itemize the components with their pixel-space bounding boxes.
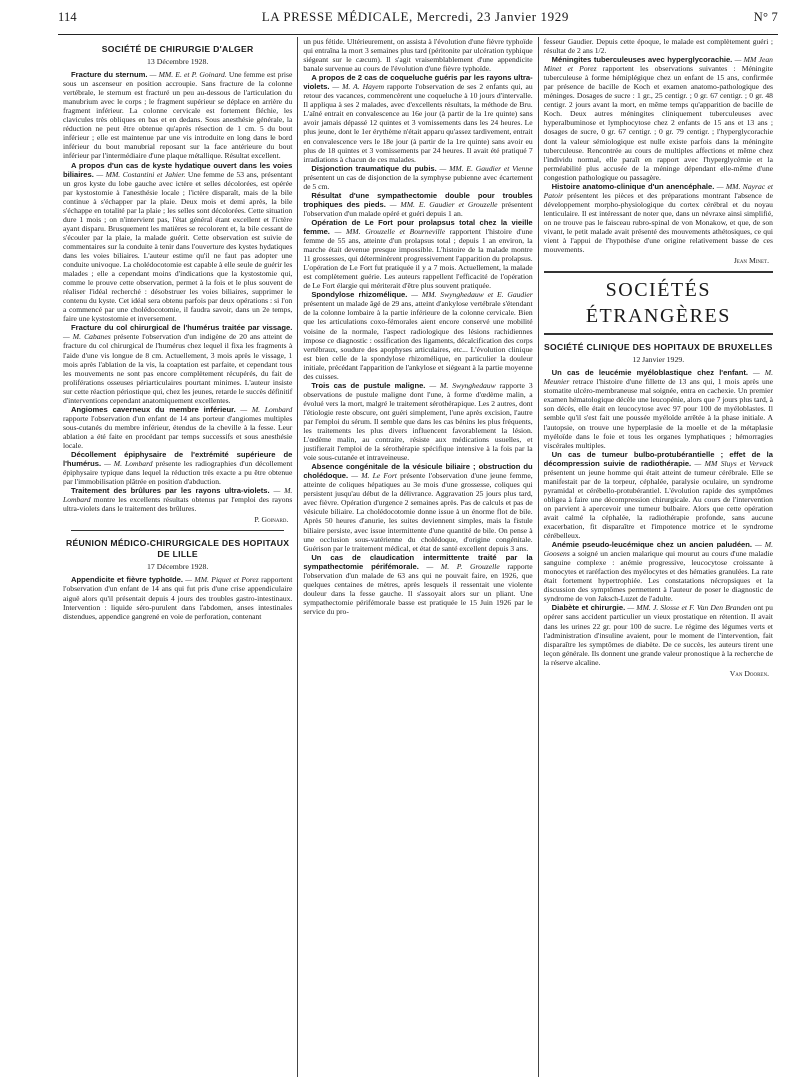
article-heading: Histoire anatomo-clinique d'un anencéphale. (551, 181, 715, 191)
article-body: rapportent l'observation d'un enfant de 14 ans qui fut pris d'une crise appendiculaire aiguë alors qu'il présentait depuis 4 jours des troubles gastro-intestinaux. Intervention : liquide séro-purulent dans l'abdomen, anses intestinales distendues, appendice gangrené en voie de perforation, contenant (63, 575, 293, 621)
article-authors: — M. Lombard (101, 459, 153, 469)
article-body: Une femme de 53 ans, présentant un gros kyste du lobe gauche avec ictère et selles décolorées, est opérée par kystostomie à l'anesthésie locale ; l'ictère disparaît, mais de la bile continue à s'échapper par la plaie. Deux mois et demi après, la bile s'échappe en totalité par la plaie ; les selles sont décolorées. Cette situation dure 1 mois ; on n'intervient pas, l'état général étant excellent et l'ictère ayant disparu. Brusquement les matières se recolorent et, la bile cessant de s'écouler par la plaie, la malade guérit. Cette observation est suivie de commentaires sur la conduite à tenir dans l'ouverture des kystes hydatiques dans les voies biliaires. L'auteur estime qu'il ne faut pas adopter une conduite univoque. La cholédocotomie est capable à elle seule de guérir les malades ; elle a cependant moins d'indications que la kystostomie qui, comme le prouve cette observation, permet à la fois et le plus souvent de réaliser l'idéal recherché : désobstruer les voies biliaires, supprimer le contenu du kyste. Cet idéal sera obtenu parfois par deux opérations : si l'on a commencé par une cholédocotomie, il faudra savoir, dans un 2e temps, faire une kystostomie et inversement. (63, 169, 293, 324)
article-body: présentent un jeune homme qui était atteint de tumeur cérébrale. Elle se manifestait par de la torpeur, céphalée, paralysie oculaire, un syndrome pyramidal et cérébello-protubérantiel. L'évolution rapide des symptômes obligea à faire une décompression chirurgicale. Au cours de l'intervention on parvient à apercevoir une tumeur bulbaire. Alors que cette opération avait calmé la céphalée, la radiothérapie profonde, sans aucune exacerbation, fit disparaître et l'impotence motrice et le syndrome cérébelleux. (543, 467, 773, 541)
article-authors: — MM. Swynghedauw et E. Gaudier (407, 290, 533, 300)
article-authors: — M. P. Grouzelle (418, 561, 500, 571)
article-body: retrace l'histoire d'une fillette de 13 ans qui, 1 mois après une stomatite ulcéro-membraneuse mal soignée, entra en cachexie. Un premier examen hématologique décèle une leucopénie, alors que 7 jours plus tard, à son décès, elle était en leucocytose avec 97 pour 100 de myéloblastes. Il semble qu'il s'est fait une poussée myéloïde arrêtée à la phase initiale. A l'autopsie, on trouve une hyperplasie de la moelle et de la métaplasie myéloïde dans le foie et tous les organes lymphatiques ; hémorragies viscérales multiples. (543, 377, 773, 450)
article-body: ont pu opérer sans accident particulier un vieux prostatique en rétention. Il avait dans les urines 22 gr. pour 100 de sucre. Le régime des légumes verts et l'administration d'insuline avaient, pour le moment de l'intervention, fait disparaître les symptômes de diabète. De ce succès, les auteurs tirent une leçon générale. Ils donnent une grande valeur pronostique à la recherche de la réserve alcaline. (543, 603, 773, 667)
article (303, 164, 532, 191)
article-authors: — M. A. Hayem (329, 82, 385, 92)
article (544, 368, 773, 449)
article-heading: Traitement des brûlures par les rayons ultra-violets. (71, 486, 270, 496)
column-2 (297, 37, 537, 1077)
article (63, 323, 292, 404)
article-body: rapportent l'histoire d'une femme de 55 ans, atteinte d'un prolapsus total ; depuis 1 an environ, la marche était devenue presque impossible. L'histoire de la malade montre 11 grossesses, qui déterminèrent progressivement l'apparition du prolapsus. L'opération de Le Fort fut pratiquée il y a 7 mois. Actuellement, la malade est complètement guérie. Les auteurs rappellent l'efficacité de l'opération de Le Fort élargie qui mériterait d'être plus souvent pratiquée. (303, 226, 533, 291)
article-heading: Fracture du sternum. (71, 70, 148, 80)
article (303, 191, 532, 218)
article-body: présentent l'observation d'un malade opéré et guéri depuis 1 an. (303, 199, 533, 218)
article-authors: — M. Cabanes (63, 332, 111, 342)
article-authors: — M. Goosens (543, 540, 773, 559)
signature-minet: Jean Minet. (733, 256, 769, 266)
article (63, 161, 292, 324)
article-heading: A propos de 2 cas de coqueluche guéris par les rayons ultra-violets. (303, 73, 533, 92)
article-body: présentent un malade âgé de 29 ans, atteint d'ankylose vertébrale s'étendant de la colonne lombaire à la partie inférieure de la colonne cervicale. Bien que les articulations coxo-fémorales aient encore conservé une mobilité voisine de la normale, l'aspect radiologique des lésions rachidiennes impose ce diagnostic : ossification des ligaments, décalcification des corps vertébraux, soudure des apophyses articulaires, etc... L'évolution clinique est bien celle de la spondylose rhizomélique, en particulier la douleur initiale, précédant l'apparition de l'ankylose et siégeant à la partie moyenne des cuisses. (303, 299, 533, 381)
article (303, 553, 532, 616)
section-date-lille: 17 Décembre 1928. (147, 562, 209, 572)
article-heading: Spondylose rhizomélique. (311, 290, 408, 300)
section-date-bruxelles: 12 Janvier 1929. (632, 355, 685, 365)
article (63, 575, 292, 620)
article-body: présente l'observation d'un indigène de 20 ans atteint de fracture du col chirurgical de l'humérus chez lequel il fixa les fragments à l'aide d'une vis longue de 8 cm. Actuellement, 3 mois après le vissage, 1 mois après l'ablation de la vis, la coaptation est parfaite, et cependant tous les mouvements ne sont pas encore complètement récupérés, du fait de proliférations osseuses périarticulaires pourtant minimes. L'auteur insiste sur cette réaction périostique qui, chez les jeunes, retarde le succès définitif d'interventions cependant anatomiquement excellentes. (63, 332, 293, 405)
article (544, 603, 773, 666)
article-authors: — MM. E. et P. Goinard. (147, 70, 227, 80)
article-heading: Anémie pseudo-leucémique chez un ancien paludéen. (551, 540, 753, 550)
article-heading: Trois cas de pustule maligne. (311, 380, 426, 390)
article-authors: — MM. J. Slosse et F. Van Den Branden (625, 603, 752, 613)
article-authors: — MM Jean Minet et Porez (543, 55, 773, 74)
article-heading: Appendicite et fièvre typhoïde. (71, 575, 183, 585)
article-continuation (303, 37, 532, 73)
article-authors: — M. Le Fort (348, 471, 397, 481)
article-authors: — MM. Grouzelle et Bourneville (329, 226, 446, 236)
article-body: rapportent les observations suivantes : Méningite tuberculeuse à forme hémiplégique chez un enfant de 15 ans, confirmée par présence de bacille de Koch et examen anatomo-pathologique des méninges. Dosages de sucre : 1 gr., 25 centigr. ; 0 gr. 67 centigr. ; 0 gr. 48 centigr. 2 jours avant la mort, en même temps qu'apparition de bacille de Koch. Deux autres méningites cliniquement tuberculeuses avec hyperalbuminose et lymphocytose chez 2 enfants de 15 ans et 13 ans ; dosages de sucre, 0 gr. 67 centigr. ; 0 gr. 79 centigr. ; l'hyperglycorachie dont la valeur sémiologique est nulle existe parfois dans la méningite tuberculeuse. Rencontrée au cours de multiples affections et même chez l'individu normal, elle paraît en rapport avec l'hyperglycémie et la perméabilité plus accusée de la méninge dépendant elle-même d'une congestion pathologique ou passagère. (543, 64, 773, 182)
article (544, 540, 773, 603)
article-body: a soigné un ancien malarique qui mourut au cours d'une maladie sanguine complexe : anémie progressive, leucocytose croissante à monocytes et raréfaction des myélocytes et des hématies granulées. La rate était fortement hypertrophiée. Les constatations nécropsiques et la discussion des symptômes permettent à l'auteur de poser le diagnostic de syndrome de von Jaksch-Luzet de l'adulte. (543, 549, 773, 604)
article-heading: Fracture du col chirurgical de l'humérus traitée par vissage. (71, 323, 293, 333)
article-authors: — M. Lombard (63, 486, 293, 505)
article-heading: Résultat d'une sympathectomie double pour troubles trophiques des pieds. (303, 190, 533, 209)
signature-goinard: P. Goinard. (254, 515, 289, 525)
article-authors: — MM. Nayrac et Patoir (543, 181, 773, 200)
article-authors: — M. Lombard (235, 404, 293, 414)
article-body: montre les excellents résultats obtenus par l'emploi des rayons ultra-violets dans le traitement des brûlures. (63, 495, 293, 514)
article-authors: — MM. Costantini et Jahier. (93, 169, 186, 179)
article-body: rapporte 3 observations de pustule maligne dont l'une, à forme d'œdème malin, a évolué vers la mort, malgré le traitement sérothérapique. Les 2 autres, dont l'étiologie reste obscure, ont guéri simplement, l'une après excision, l'autre par l'emploi du sérum. Il semble que dans les cas bénins les plus fréquents, les traitements les plus divers influencent favorablement la lésion. L'œdème malin, au contraire, résiste aux médications usuelles, et justifierait l'emploi de la sérothérapie spécifique intensive à la fois par la voie sous-cutanée et intraveineuse. (303, 380, 533, 463)
article-authors: — MM. E. Gaudier et Grouzelle (385, 199, 498, 209)
signature-van-dooren: Van Dooren. (729, 668, 769, 678)
article-heading: Opération de Le Fort pour prolapsus total chez la vieille femme. (303, 217, 533, 236)
article-heading: Absence congénitale de la vésicule biliaire ; obstruction du cholédoque. (303, 462, 533, 481)
article-heading: Décollement épiphysaire de l'extrémité supérieure de l'humérus. (63, 450, 293, 469)
article (544, 182, 773, 254)
article (303, 218, 532, 290)
section-title-lille: RÉUNION MÉDICO-CHIRURGICALE DES HOPITAUX DE LILLE (65, 538, 290, 560)
article-heading: A propos d'un cas de kyste hydatique ouvert dans les voies biliaires. (63, 160, 293, 179)
page-number: 114 (58, 9, 77, 24)
section-date-alger: 13 Décembre 1928. (147, 57, 209, 66)
article-heading: Un cas de claudication intermittente traité par la sympathectomie périfémorale. (303, 552, 533, 571)
journal-title: LA PRESSE MÉDICALE, Mercredi, 23 Janvier 1929 (261, 9, 569, 24)
article-body: présente les radiographies d'un décollement épiphysaire typique dans lequel la réduction très exacte a pu être obtenue par l'immobilisation plâtrée en position d'abduction. (63, 459, 293, 487)
article (303, 462, 532, 552)
column-1 (58, 37, 297, 1077)
article-heading: Un cas de leucémie myéloblastique chez l'enfant. (551, 368, 749, 378)
article-authors: — MM Sluys et Vervack (691, 458, 773, 468)
article-body: Une femme est prise sous un ascenseur en position accroupie. Sans fracture de la colonne vertébrale, le sternum est fracturé un peu au-dessous de l'articulation du manubrium avec le corps ; le fragment supérieur se déplace en arrière du fragment inférieur. La colonne cervicale est fortement fléchie, les clavicules très obliques en bas et en dedans. Sous anesthésie générale, la réduction ne peut être obtenue qu'après résection de 1 cm. 5 du bout inférieur ; elle est maintenue par une vis introduite en long dans le bord inférieur du bout manubrial reposant sur la face antérieure du bout inférieur par l'intermédiaire d'une plaque métallique. Résultat excellent. (63, 70, 293, 161)
alger-items (63, 70, 292, 513)
article-authors: — MM. Piquet et Porez (182, 575, 259, 585)
article-heading: Angiomes caverneux du membre inférieur. (71, 404, 236, 414)
double-rule (544, 333, 773, 335)
article (63, 486, 292, 513)
article-heading: Diabète et chirurgie. (551, 603, 626, 613)
article (544, 55, 773, 182)
article-body: rapporte l'observation d'un malade de 63 ans qui ne pouvait faire, en 1926, que quelques centaines de mètres, après lesquels il ressentait une violente douleur dans la fesse gauche. Il s'assoyait alors sur un pliant. Une sympathectomie périfémorale basse est pratiquée le 15 Juin 1926 par le service du pro- (303, 561, 533, 616)
section-divider (71, 530, 284, 531)
article (63, 70, 292, 160)
section-title-bruxelles: SOCIÉTÉ CLINIQUE DES HOPITAUX DE BRUXELLES (543, 342, 773, 353)
article-body: rapporte l'observation de ses 2 enfants qui, au retour des vacances, commencèrent une coqueluche à 10 jours d'intervalle. Il appliqua à ses 2 malades, avec d'excellents résultats, la méthode de Bru. L'aîné entrait en convalescence au 16e jour (à partir de la 1re quinte) sans avoir jamais dépassé 12 quintes et 3 vomissements dans les 24 heures. Le plus jeune, dont le 1er érythème n'était apparu qu'assez tardivement, entrait en convalescence vers le 18e jour (à partir de la 1re quinte) sans avoir eu plus de 18 quintes et 3 vomissements par 24 heures. Il avait été pratiqué 7 irradiations à chacun de ces malades. (303, 82, 533, 164)
article-heading: Un cas de tumeur bulbo-protubérantielle ; effet de la décompression suivie de radiothérapie. (543, 449, 773, 468)
article (303, 73, 532, 163)
column-3 (538, 37, 778, 1077)
article-continuation: fesseur Gaudier. Depuis cette époque, le malade est complètement guéri ; résultat de 2 ans 1/2. (543, 37, 773, 56)
article-body: présentent les pièces et des préparations montrant l'absence de développement morpho-physiologique du cortex cérébral et du noyau lenticulaire. Il est intéressant de noter que, dans un névraxe ainsi simplifié, on ne trouve pas le faisceau rubro-spinal de von Monakow, et que, de son vivant, le petit malade avait présenté des mouvements athétosiques, ce qui vient à l'appui de l'hypothèse d'une origine relativement basse de ces mouvements. (543, 190, 773, 255)
article-authors: — M. Meunier (543, 368, 773, 387)
article-heading: Méningites tuberculeuses avec hyperglycorachie. (551, 55, 733, 65)
issue-number: N° 7 (753, 9, 778, 24)
columns (58, 37, 778, 1077)
double-rule (544, 271, 773, 273)
article-body: rapporte l'observation d'un enfant de 14 ans porteur d'angiomes multiples sous-cutanés du membre inférieur, étendus de la cheville à la fesse. Leur ablation a été faite en procédant par temps successifs et sous anesthésie locale. (63, 413, 293, 450)
article (63, 450, 292, 486)
article-body: présente l'observation d'une jeune femme, atteinte de coliques hépatiques au 3e mois d'une grossesse, coliques qui persistent jusqu'au début de la délivrance. Aggravation 25 jours plus tard, avec fièvre. Opération d'urgence 2 semaines après. Pas de calculs et pas de vésicule biliaire. La cholédocotomie donne issue à un énorme flot de bile. Après 50 heures d'anurie, les suites deviennent simples, mais la fistule biliaire persiste, avec issue intermittente d'une quantité de bile. On pense à une occlusion sous-vatérienne du cholédoque, d'origine congénitale. Guérison par le traitement médical, et état de santé excellent depuis 3 ans. (303, 471, 533, 553)
article-body: présentent un cas de disjonction de la symphyse pubienne avec écartement de 5 cm. (303, 172, 533, 191)
article-body: un pus fétide. Ultérieurement, on assista à l'évolution d'une fièvre typhoïde qui entraîna la mort 3 semaines plus tard (péritonite par ulcération typhique siégeant sur le cæcum). Il s'agit vraisemblablement d'une appendicite banale survenue au cours de l'évolution d'une fièvre typhoïde. (303, 37, 533, 74)
section-title-alger: SOCIÉTÉ DE CHIRURGIE D'ALGER (101, 44, 254, 54)
article (303, 290, 532, 380)
article (63, 405, 292, 450)
article-authors: — M. Swynghedauw (425, 380, 496, 390)
foreign-societies-title: SOCIÉTÉS ÉTRANGÈRES (585, 279, 731, 328)
article (544, 450, 773, 540)
page-header (58, 0, 778, 35)
article-heading: Disjonction traumatique du pubis. (311, 163, 437, 173)
article (303, 381, 532, 462)
article-authors: — MM. E. Gaudier et Vienne (436, 163, 533, 173)
